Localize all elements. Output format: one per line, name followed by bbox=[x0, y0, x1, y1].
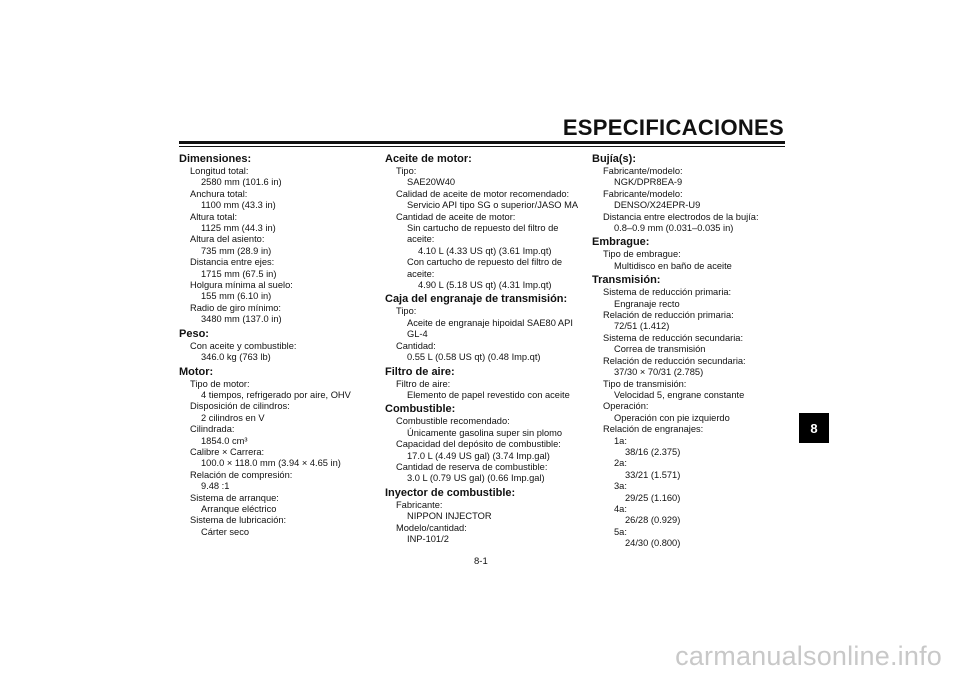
section-dimensiones bbox=[179, 152, 369, 326]
page-title: ESPECIFICACIONES bbox=[562, 115, 784, 140]
spec-value: 346.0 kg (763 lb) bbox=[201, 352, 271, 363]
spec-value: Servicio API tipo SG o superior/JASO MA bbox=[407, 200, 579, 211]
section-heading: Motor: bbox=[179, 365, 214, 378]
spec-label: Anchura total: bbox=[190, 188, 248, 199]
spec-label: Combustible recomendado: bbox=[396, 416, 510, 427]
spec-value: Velocidad 5, engrane constante bbox=[614, 389, 745, 400]
spec-value: 3480 mm (137.0 in) bbox=[201, 314, 282, 325]
spec-column-2 bbox=[385, 151, 585, 545]
spec-value: 17.0 L (4.49 US gal) (3.74 Imp.gal) bbox=[407, 450, 550, 461]
section-heading: Filtro de aire: bbox=[385, 365, 455, 378]
spec-label: Cantidad de aceite de motor: bbox=[396, 211, 516, 222]
gear-label: 2a: bbox=[614, 458, 627, 469]
section-caja-engranaje bbox=[385, 292, 585, 363]
spec-value: 9.48 :1 bbox=[201, 481, 230, 492]
spec-label: Calibre × Carrera: bbox=[190, 446, 265, 457]
spec-value: NGK/DPR8EA-9 bbox=[614, 177, 683, 188]
gear-label: 4a: bbox=[614, 503, 627, 514]
spec-label: Radio de giro mínimo: bbox=[190, 302, 281, 313]
spec-label: Distancia entre ejes: bbox=[190, 257, 275, 268]
section-motor bbox=[179, 365, 369, 539]
section-heading: Caja del engranaje de transmisión: bbox=[385, 293, 568, 306]
section-heading: Inyector de combustible: bbox=[385, 486, 516, 499]
gear-label: 5a: bbox=[614, 526, 627, 537]
spec-value: Multidisco en baño de aceite bbox=[614, 260, 732, 271]
spec-value: 735 mm (28.9 in) bbox=[201, 245, 272, 256]
spec-value: Cárter seco bbox=[201, 526, 250, 537]
spec-value: 1100 mm (43.3 in) bbox=[201, 200, 276, 211]
gear-value: 26/28 (0.929) bbox=[625, 515, 681, 526]
spec-sublabel: aceite: bbox=[407, 268, 435, 279]
spec-sublabel: aceite: bbox=[407, 234, 435, 245]
spec-label: Con aceite y combustible: bbox=[190, 340, 297, 351]
spec-label: Modelo/cantidad: bbox=[396, 522, 467, 533]
section-aceite-motor bbox=[385, 152, 585, 291]
gear-value: 33/21 (1.571) bbox=[625, 469, 681, 480]
spec-value: 4.10 L (4.33 US qt) (3.61 Imp.qt) bbox=[418, 245, 552, 256]
section-heading: Peso: bbox=[179, 327, 209, 340]
spec-label: Sistema de reducción primaria: bbox=[603, 287, 732, 298]
section-embrague bbox=[592, 235, 792, 272]
spec-value: 155 mm (6.10 in) bbox=[201, 291, 272, 302]
spec-value: DENSO/X24EPR-U9 bbox=[614, 200, 701, 211]
spec-value: Únicamente gasolina super sin plomo bbox=[407, 427, 563, 438]
spec-label: Relación de compresión: bbox=[190, 469, 293, 480]
spec-label: Filtro de aire: bbox=[396, 378, 451, 389]
gear-value: 38/16 (2.375) bbox=[625, 446, 681, 457]
spec-value: 3.0 L (0.79 US gal) (0.66 Imp.gal) bbox=[407, 473, 545, 484]
section-peso bbox=[179, 327, 369, 364]
spec-label: Holgura mínima al suelo: bbox=[190, 280, 293, 291]
page-number: 8-1 bbox=[474, 556, 488, 567]
spec-label: Operación: bbox=[603, 401, 649, 412]
spec-label: Sistema de lubricación: bbox=[190, 515, 287, 526]
spec-label: Capacidad del depósito de combustible: bbox=[396, 439, 561, 450]
spec-value: 2 cilindros en V bbox=[201, 412, 265, 423]
spec-value: 72/51 (1.412) bbox=[614, 321, 670, 332]
spec-label: Cantidad de reserva de combustible: bbox=[396, 461, 548, 472]
spec-label: Relación de engranajes: bbox=[603, 424, 704, 435]
section-inyector bbox=[385, 486, 585, 546]
spec-label: Disposición de cilindros: bbox=[190, 401, 290, 412]
spec-value: 100.0 × 118.0 mm (3.94 × 4.65 in) bbox=[201, 458, 341, 469]
spec-value: GL-4 bbox=[407, 329, 428, 340]
spec-label: Longitud total: bbox=[190, 166, 249, 176]
spec-label: Fabricante: bbox=[396, 499, 443, 510]
spec-value: Aceite de engranaje hipoidal SAE80 API bbox=[407, 317, 573, 328]
spec-label: Altura total: bbox=[190, 211, 238, 222]
section-bujia bbox=[592, 152, 792, 234]
section-heading: Aceite de motor: bbox=[385, 153, 472, 165]
spec-label: Fabricante/modelo: bbox=[603, 188, 683, 199]
spec-label: Tipo: bbox=[396, 166, 417, 176]
spec-label: Fabricante/modelo: bbox=[603, 166, 683, 176]
gear-value: 29/25 (1.160) bbox=[625, 492, 681, 503]
gear-label: 3a: bbox=[614, 481, 627, 492]
spec-value: Elemento de papel revestido con aceite bbox=[407, 389, 570, 400]
spec-value: Operación con pie izquierdo bbox=[614, 412, 730, 423]
spec-label: Cilindrada: bbox=[190, 424, 235, 435]
section-heading: Transmisión: bbox=[592, 274, 661, 287]
spec-label: Altura del asiento: bbox=[190, 234, 265, 245]
section-combustible bbox=[385, 402, 585, 484]
section-heading: Bujía(s): bbox=[592, 153, 636, 165]
spec-value: 1125 mm (44.3 in) bbox=[201, 223, 276, 234]
header-rule-thin bbox=[179, 146, 785, 147]
spec-label: Relación de reducción primaria: bbox=[603, 310, 734, 321]
watermark: carmanualsonline.info bbox=[675, 641, 942, 671]
spec-value: 2580 mm (101.6 in) bbox=[201, 177, 282, 188]
spec-value: 1854.0 cm³ bbox=[201, 435, 248, 446]
spec-value: 4.90 L (5.18 US qt) (4.31 Imp.qt) bbox=[418, 280, 552, 291]
spec-sublabel: Sin cartucho de repuesto del filtro de bbox=[407, 223, 559, 234]
spec-value: 37/30 × 70/31 (2.785) bbox=[614, 367, 704, 378]
section-heading: Embrague: bbox=[592, 236, 650, 249]
section-heading: Combustible: bbox=[385, 403, 456, 416]
spec-value: Engranaje recto bbox=[614, 298, 680, 309]
spec-value: INP-101/2 bbox=[407, 533, 449, 544]
spec-label: Relación de reducción secundaria: bbox=[603, 355, 746, 366]
spec-label: Tipo de embrague: bbox=[603, 249, 681, 260]
spec-value: 4 tiempos, refrigerado por aire, OHV bbox=[201, 389, 351, 400]
header-rule bbox=[179, 141, 785, 144]
spec-value: 0.8–0.9 mm (0.031–0.035 in) bbox=[614, 223, 734, 234]
spec-value: Correa de transmisión bbox=[614, 344, 706, 355]
spec-column-1 bbox=[179, 151, 369, 538]
spec-value: 1715 mm (67.5 in) bbox=[201, 268, 277, 279]
spec-label: Cantidad: bbox=[396, 340, 436, 351]
gear-label: 1a: bbox=[614, 435, 627, 446]
spec-label: Tipo de motor: bbox=[190, 378, 250, 389]
spec-label: Tipo: bbox=[396, 306, 417, 317]
gear-value: 24/30 (0.800) bbox=[625, 538, 681, 549]
chapter-tab: 8 bbox=[799, 413, 829, 443]
spec-value: NIPPON INJECTOR bbox=[407, 511, 492, 522]
spec-value: 0.55 L (0.58 US qt) (0.48 Imp.qt) bbox=[407, 352, 541, 363]
spec-value: SAE20W40 bbox=[407, 177, 456, 188]
section-heading: Dimensiones: bbox=[179, 153, 252, 165]
spec-value: Arranque eléctrico bbox=[201, 503, 277, 514]
section-transmision bbox=[592, 273, 792, 549]
section-filtro-aire bbox=[385, 365, 585, 402]
spec-label: Calidad de aceite de motor recomendado: bbox=[396, 188, 570, 199]
spec-label: Tipo de transmisión: bbox=[603, 378, 687, 389]
spec-sublabel: Con cartucho de repuesto del filtro de bbox=[407, 257, 563, 268]
spec-label: Sistema de reducción secundaria: bbox=[603, 332, 744, 343]
spec-label: Sistema de arranque: bbox=[190, 492, 279, 503]
spec-label: Distancia entre electrodos de la bujía: bbox=[603, 211, 759, 222]
spec-column-3 bbox=[592, 151, 792, 550]
